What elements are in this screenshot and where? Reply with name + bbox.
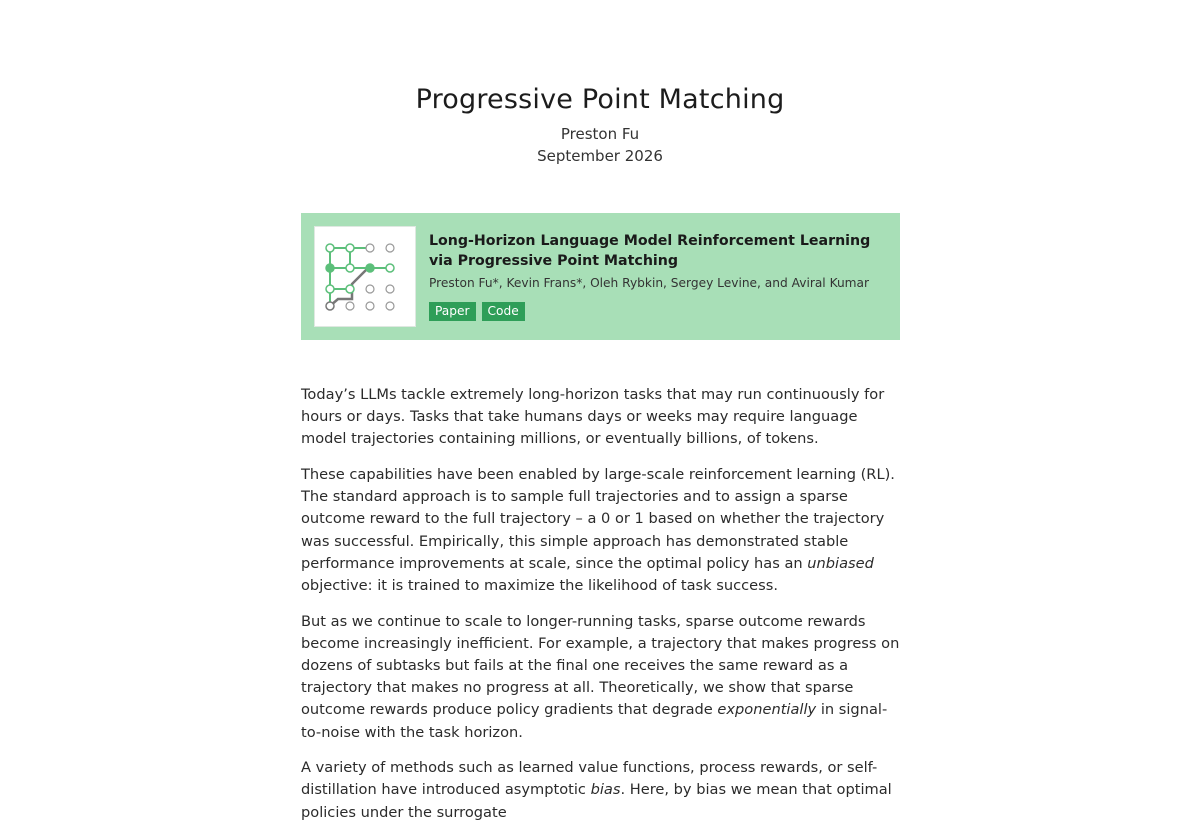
code-button[interactable]: Code [482,302,525,321]
paper-button[interactable]: Paper [429,302,476,321]
paragraph-4-text-a: A variety of methods such as learned value functions, process rewards, or self-distillation have introduced asymptotic [301,759,878,799]
point-matching-diagram-icon [315,227,415,326]
paper-card [301,213,900,340]
paper-thumbnail[interactable] [314,226,416,327]
page-title: Progressive Point Matching [415,84,785,115]
paragraph-4-text-b: . Here, by bias we mean that optimal policies under the surrogate [301,781,892,821]
paragraph-1: Today’s LLMs tackle extremely long-horizon tasks that may run continuously for hours or days. Tasks that take humans days or weeks may require language model trajectories containing millions, or eventually billions, of tokens. [301,386,885,448]
paper-authors: Preston Fu*, Kevin Frans*, Oleh Rybkin, Sergey Levine, and Aviral Kumar [429,276,870,290]
paper-links [429,302,525,321]
paragraph-3-emphasis: exponentially [717,701,817,719]
paragraph-3-text-a: But as we continue to scale to longer-running tasks, sparse outcome rewards become increasingly inefficient. For example, a trajectory that makes progress on dozens of subtasks but fails at the final one receives the same reward as a trajectory that makes no progress at all. Theoretically, we show that sparse outcome rewards produce policy gradients that degrade [301,612,900,719]
paragraph-2-text-a: These capabilities have been enabled by large-scale reinforcement learning (RL). The standard approach is to sample full trajectories and to assign a sparse outcome reward to the full trajectory – a 0 or 1 based on whether the trajectory was successful. Empirically, this simple approach has demonstrated stable performance improvements at scale, since the optimal policy has an [301,466,895,572]
paragraph-3-text-b: in signal-to-noise with the task horizon. [301,701,888,741]
paragraph-3 [301,611,901,744]
paragraph-2 [301,464,901,597]
paragraph-2-emphasis: unbiased [807,554,874,572]
paragraph-4 [301,757,901,824]
paper-title: Long-Horizon Language Model Reinforcement Learning via Progressive Point Matching [429,233,871,269]
article-author: Preston Fu [560,125,640,143]
article-body [301,384,901,837]
article-date: September 2026 [537,147,663,165]
paragraph-2-text-b: objective: it is trained to maximize the likelihood of task success. [301,577,778,595]
paragraph-4-emphasis: bias [590,781,621,799]
